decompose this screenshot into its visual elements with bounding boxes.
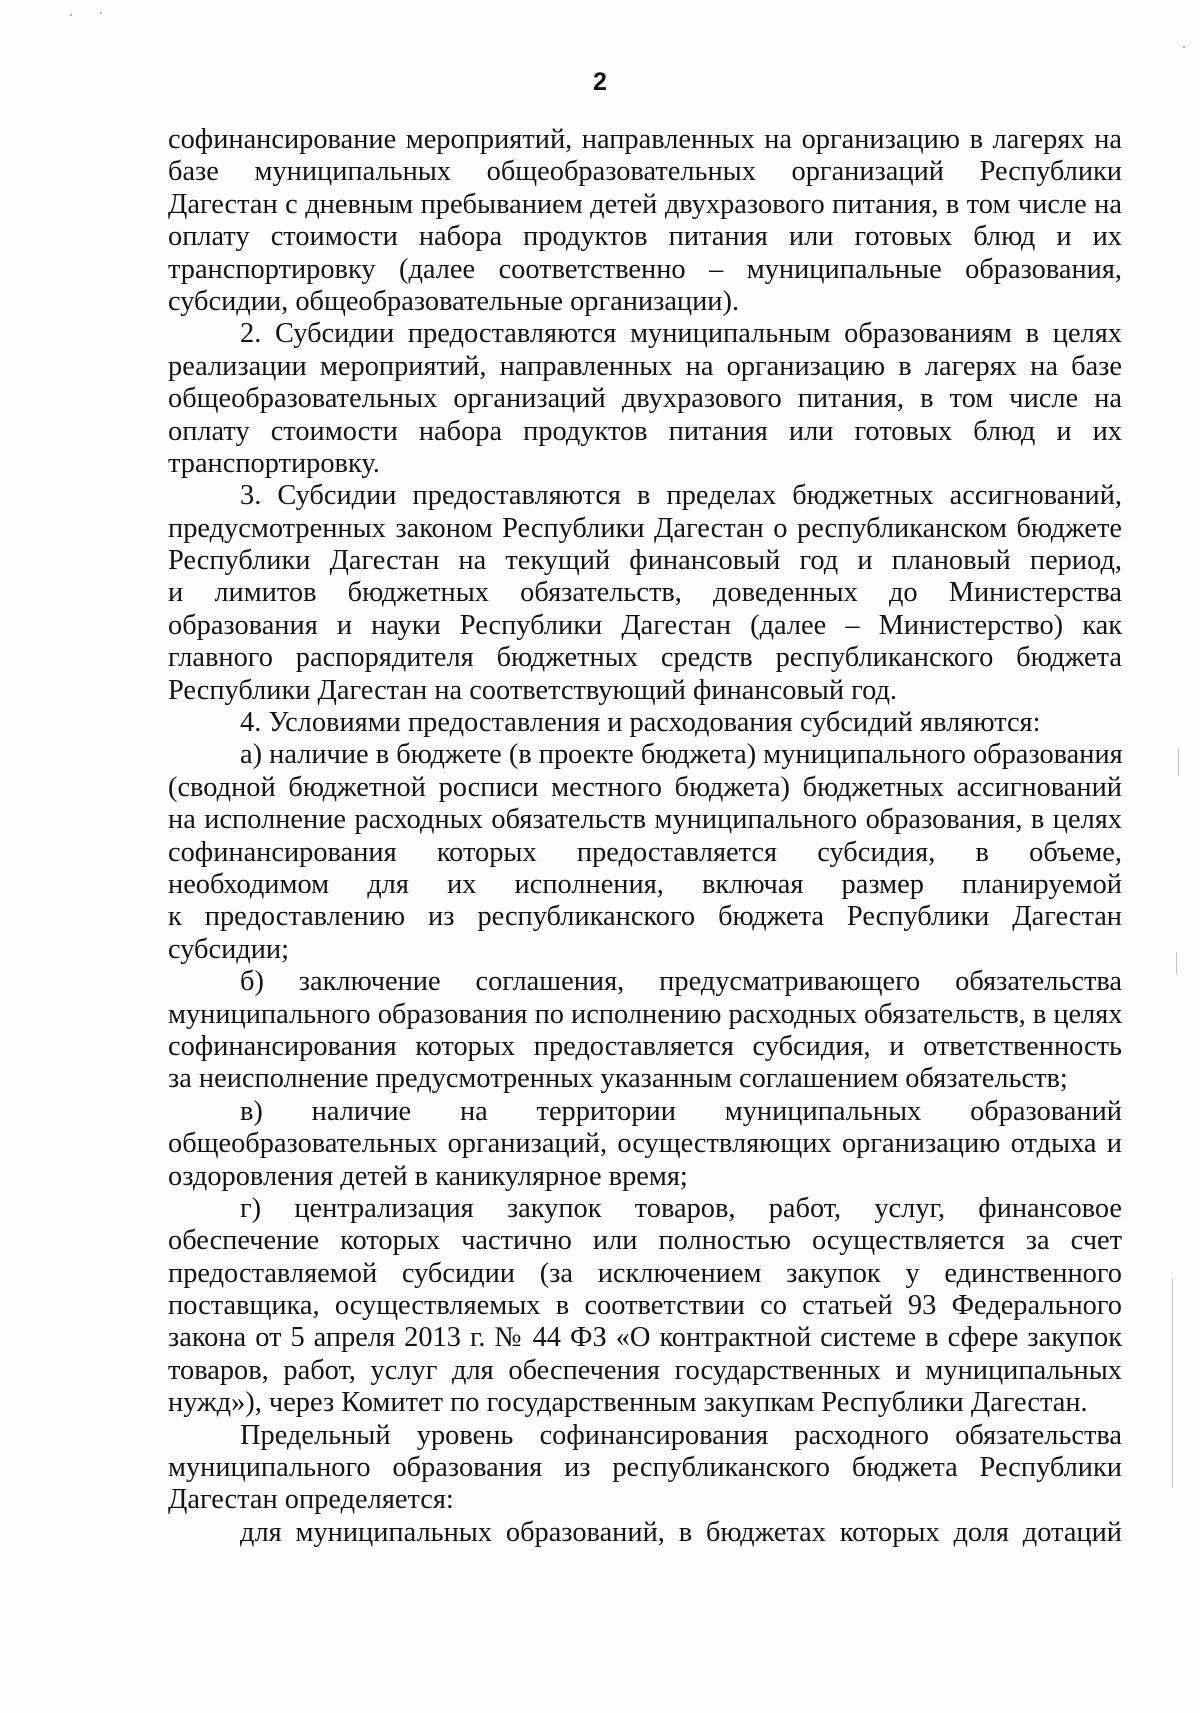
text-line: предоставляемой субсидии (за исключением закупок у единственного: [168, 1257, 1122, 1289]
text-line: общеобразовательных организаций двухразового питания, в том числе на: [168, 383, 1122, 415]
text-line: поставщика, осуществляемых в соответствии со статьей 93 Федерального: [168, 1290, 1122, 1322]
text-line: за неисполнение предусмотренных указанным соглашением обязательств;: [168, 1063, 1068, 1095]
text-line: общеобразовательных организаций, осуществляющих организацию отдыха и: [168, 1128, 1122, 1160]
scan-edge-mark: [1176, 952, 1177, 974]
text-line: субсидии;: [168, 933, 290, 965]
text-line: транспортировку (далее соответственно – муниципальные образования,: [168, 253, 1122, 285]
text-line: образования и науки Республики Дагестан (далее – Министерство) как: [168, 609, 1122, 641]
page-number: 2: [593, 68, 607, 96]
scan-edge-mark: [1178, 748, 1179, 776]
scan-speck: [70, 14, 72, 16]
text-line: реализации мероприятий, направленных на организацию в лагерях на базе: [168, 350, 1122, 382]
text-line: закона от 5 апреля 2013 г. № 44 ФЗ «О контрактной системе в сфере закупок: [168, 1322, 1122, 1354]
text-line: Предельный уровень софинансирования расходного обязательства: [240, 1419, 1122, 1451]
text-line: софинансирования которых предоставляется субсидия, в объеме,: [168, 836, 1122, 868]
text-line: на исполнение расходных обязательств муниципального образования, в целях: [168, 804, 1122, 836]
text-line: базе муниципальных общеобразовательных организаций Республики: [168, 156, 1122, 188]
text-line: предусмотренных законом Республики Дагестан о республиканском бюджете: [168, 512, 1122, 544]
text-line: 2. Субсидии предоставляются муниципальным образованиям в целях: [240, 318, 1122, 350]
scan-edge-mark: [1172, 1278, 1173, 1488]
text-line: в) наличие на территории муниципальных образований: [240, 1095, 1122, 1127]
text-line: Дагестан с дневным пребыванием детей двухразового питания, в том числе на: [168, 188, 1122, 220]
text-line: муниципального образования из республиканского бюджета Республики: [168, 1452, 1122, 1484]
text-line: к предоставлению из республиканского бюджета Республики Дагестан: [168, 901, 1122, 933]
text-line: 4. Условиями предоставления и расходования субсидий являются:: [240, 707, 1041, 739]
text-line: нужд»), через Комитет по государственным закупкам Республики Дагестан.: [168, 1387, 1088, 1419]
text-line: для муниципальных образований, в бюджетах которых доля дотаций: [240, 1516, 1122, 1548]
text-line: оплату стоимости набора продуктов питания или готовых блюд и их: [168, 415, 1122, 447]
text-line: софинансирования которых предоставляется субсидия, и ответственность: [168, 1030, 1122, 1062]
text-line: Республики Дагестан на текущий финансовый год и плановый период,: [168, 545, 1122, 577]
text-line: а) наличие в бюджете (в проекте бюджета) муниципального образования: [240, 739, 1123, 771]
text-line: г) централизация закупок товаров, работ, услуг, финансовое: [240, 1192, 1122, 1224]
document-body: [168, 124, 1122, 1549]
text-line: Республики Дагестан на соответствующий финансовый год.: [168, 674, 898, 706]
text-line: обеспечение которых частично или полностью осуществляется за счет: [168, 1225, 1122, 1257]
text-line: товаров, работ, услуг для обеспечения государственных и муниципальных: [168, 1354, 1122, 1386]
text-line: транспортировку.: [168, 447, 380, 479]
text-line: софинансирование мероприятий, направленных на организацию в лагерях на: [168, 124, 1122, 155]
scan-speck: [100, 12, 102, 14]
text-line: оплату стоимости набора продуктов питания или готовых блюд и их: [168, 221, 1122, 253]
text-line: необходимом для их исполнения, включая размер планируемой: [168, 868, 1122, 900]
text-line: главного распорядителя бюджетных средств республиканского бюджета: [168, 642, 1122, 674]
text-line: оздоровления детей в каникулярное время;: [168, 1160, 688, 1192]
text-line: муниципального образования по исполнению расходных обязательств, в целях: [168, 998, 1123, 1030]
text-line: (сводной бюджетной росписи местного бюджета) бюджетных ассигнований: [168, 771, 1122, 803]
text-line: 3. Субсидии предоставляются в пределах бюджетных ассигнований,: [240, 480, 1122, 512]
text-line: субсидии, общеобразовательные организации).: [168, 285, 740, 317]
text-line: б) заключение соглашения, предусматривающего обязательства: [240, 966, 1122, 998]
text-line: и лимитов бюджетных обязательств, доведенных до Министерства: [168, 577, 1122, 609]
scan-speck: [1183, 46, 1185, 48]
text-line: Дагестан определяется:: [168, 1484, 454, 1516]
